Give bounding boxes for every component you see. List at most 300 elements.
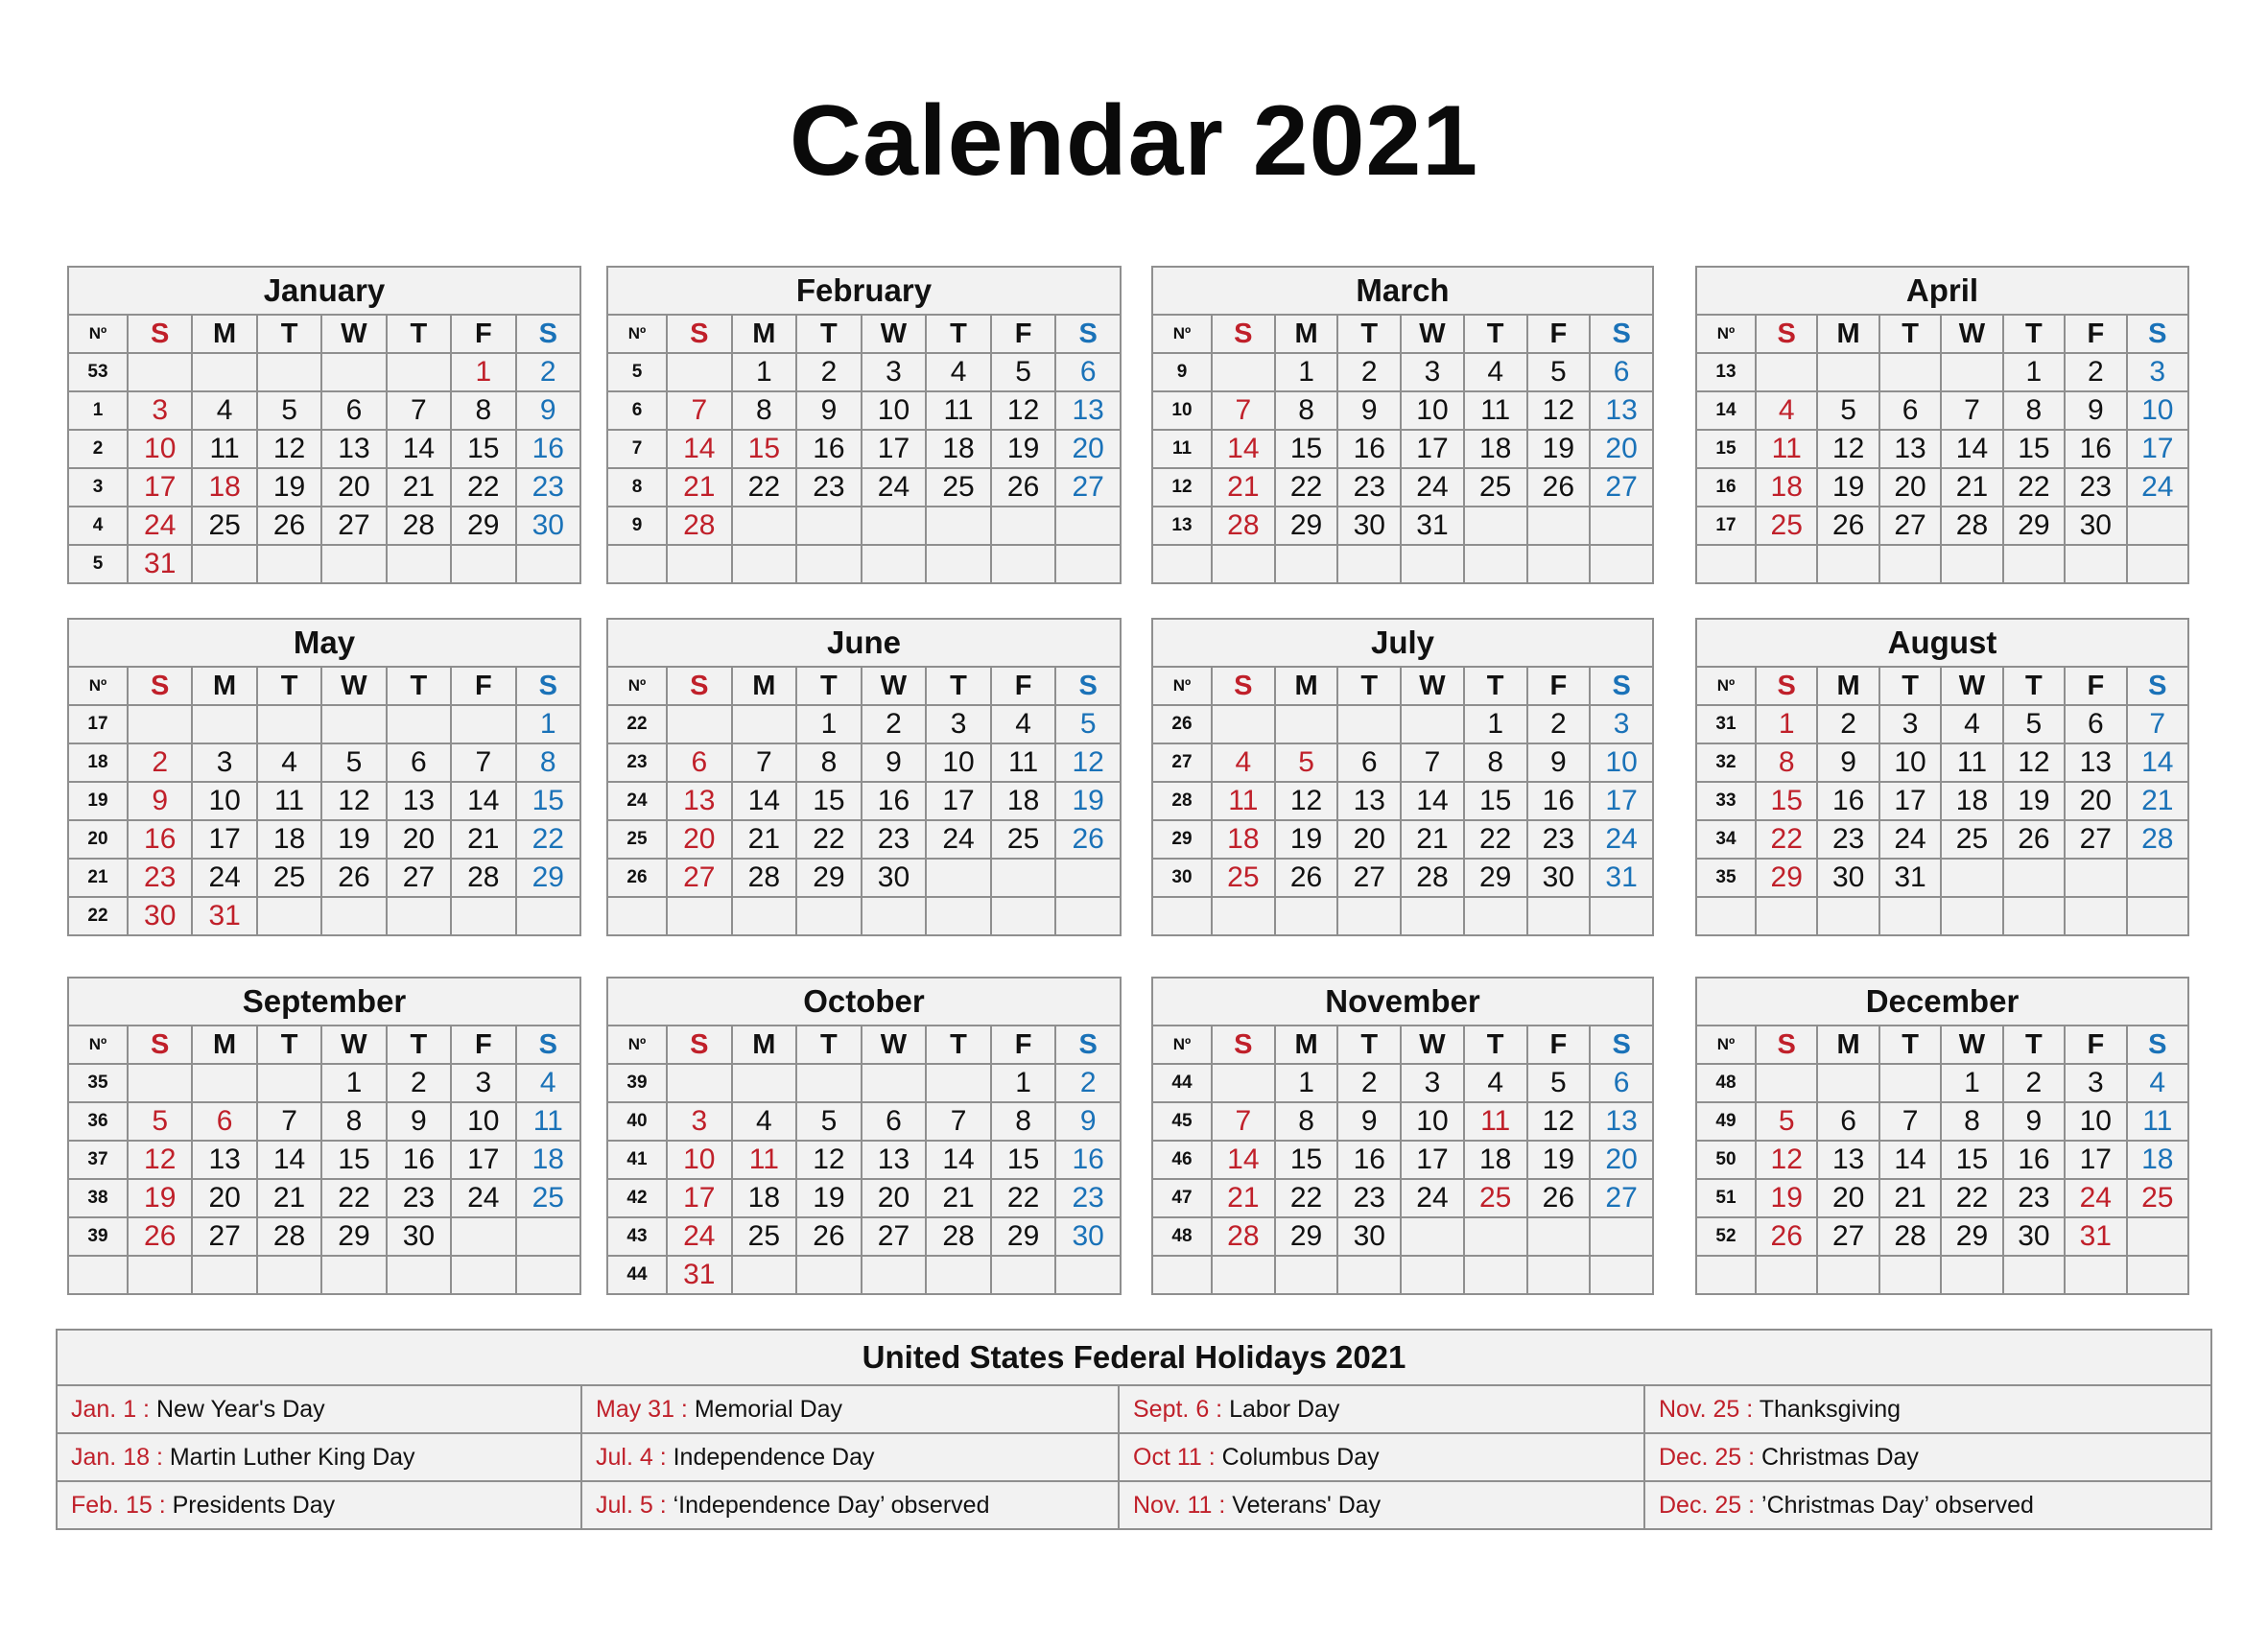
day-cell: 3 xyxy=(667,1102,732,1141)
day-cell: 4 xyxy=(1212,743,1275,782)
day-cell: 4 xyxy=(516,1064,580,1102)
day-cell: 17 xyxy=(2127,430,2188,468)
day-cell: 18 xyxy=(1464,430,1527,468)
empty-cell xyxy=(1464,1256,1527,1294)
day-cell: 31 xyxy=(1401,507,1464,545)
weekday-header: T xyxy=(387,315,451,353)
weekday-header: T xyxy=(1879,667,1941,705)
day-cell: 16 xyxy=(862,782,927,820)
day-cell: 27 xyxy=(1879,507,1941,545)
weekday-header: W xyxy=(321,1026,386,1064)
day-cell: 20 xyxy=(1817,1179,1878,1217)
empty-cell xyxy=(1055,897,1121,935)
week-number: 13 xyxy=(1696,353,1756,391)
holiday-date: Dec. 25 : xyxy=(1659,1491,1756,1519)
week-number: 23 xyxy=(607,743,667,782)
day-cell: 12 xyxy=(321,782,386,820)
day-cell: 15 xyxy=(2003,430,2065,468)
holidays-panel xyxy=(56,1329,2210,1530)
empty-cell xyxy=(451,705,515,743)
week-number: 24 xyxy=(607,782,667,820)
day-cell: 25 xyxy=(2127,1179,2188,1217)
day-cell: 16 xyxy=(1055,1141,1121,1179)
day-cell: 5 xyxy=(991,353,1056,391)
week-number-header: Nº xyxy=(1696,315,1756,353)
day-cell: 5 xyxy=(1527,1064,1591,1102)
day-cell: 31 xyxy=(128,545,192,583)
weekday-header: M xyxy=(1275,315,1338,353)
day-cell: 18 xyxy=(1941,782,2002,820)
day-cell: 14 xyxy=(732,782,797,820)
month-march xyxy=(1151,266,1654,584)
empty-cell xyxy=(926,897,991,935)
week-number: 45 xyxy=(1152,1102,1212,1141)
empty-cell xyxy=(926,1064,991,1102)
day-cell: 15 xyxy=(516,782,580,820)
day-cell: 12 xyxy=(2003,743,2065,782)
day-cell: 7 xyxy=(451,743,515,782)
day-cell: 21 xyxy=(451,820,515,859)
empty-cell xyxy=(2127,897,2188,935)
day-cell: 19 xyxy=(321,820,386,859)
day-cell: 5 xyxy=(796,1102,862,1141)
weekday-header: F xyxy=(991,1026,1056,1064)
empty-cell xyxy=(1337,1256,1401,1294)
day-cell: 7 xyxy=(2127,705,2188,743)
empty-cell xyxy=(1527,507,1591,545)
empty-cell xyxy=(128,1064,192,1102)
day-cell: 19 xyxy=(2003,782,2065,820)
day-cell: 1 xyxy=(1756,705,1817,743)
day-cell: 7 xyxy=(257,1102,321,1141)
day-cell: 23 xyxy=(862,820,927,859)
day-cell: 27 xyxy=(192,1217,256,1256)
empty-cell xyxy=(451,1256,515,1294)
day-cell: 13 xyxy=(1055,391,1121,430)
day-cell: 10 xyxy=(862,391,927,430)
empty-cell xyxy=(926,1256,991,1294)
holiday-name: Veterans' Day xyxy=(1232,1491,1382,1519)
week-number: 4 xyxy=(68,507,128,545)
day-cell: 21 xyxy=(1212,468,1275,507)
empty-cell xyxy=(926,859,991,897)
day-cell: 8 xyxy=(516,743,580,782)
holiday-row xyxy=(57,1433,2211,1481)
weekday-header: M xyxy=(192,1026,256,1064)
day-cell: 20 xyxy=(1879,468,1941,507)
weekday-header: T xyxy=(257,1026,321,1064)
day-cell: 20 xyxy=(1337,820,1401,859)
day-cell: 18 xyxy=(2127,1141,2188,1179)
day-cell: 11 xyxy=(257,782,321,820)
day-cell: 24 xyxy=(2065,1179,2126,1217)
empty-cell xyxy=(1817,1064,1878,1102)
weekday-header: S xyxy=(1756,1026,1817,1064)
day-cell: 19 xyxy=(1756,1179,1817,1217)
holiday-date: Jul. 5 : xyxy=(596,1491,667,1519)
day-cell: 7 xyxy=(1212,1102,1275,1141)
weekday-header: M xyxy=(1817,667,1878,705)
empty-cell xyxy=(128,353,192,391)
empty-cell xyxy=(1055,859,1121,897)
day-cell: 5 xyxy=(1055,705,1121,743)
day-cell: 27 xyxy=(1817,1217,1878,1256)
weekday-header: W xyxy=(321,667,386,705)
day-cell: 5 xyxy=(257,391,321,430)
weekday-header: W xyxy=(862,667,927,705)
day-cell: 28 xyxy=(732,859,797,897)
holiday-date: May 31 : xyxy=(596,1395,688,1423)
empty-cell xyxy=(257,353,321,391)
day-cell: 2 xyxy=(2003,1064,2065,1102)
empty-cell xyxy=(387,897,451,935)
holiday-entry xyxy=(57,1385,581,1433)
day-cell: 9 xyxy=(387,1102,451,1141)
empty-cell xyxy=(1212,545,1275,583)
empty-cell xyxy=(1527,1217,1591,1256)
day-cell: 17 xyxy=(926,782,991,820)
day-cell: 25 xyxy=(516,1179,580,1217)
day-cell: 25 xyxy=(257,859,321,897)
day-cell: 21 xyxy=(926,1179,991,1217)
week-number: 38 xyxy=(68,1179,128,1217)
day-cell: 28 xyxy=(1212,1217,1275,1256)
week-number-header: Nº xyxy=(1696,1026,1756,1064)
day-cell: 19 xyxy=(1527,430,1591,468)
week-number xyxy=(607,545,667,583)
week-number: 31 xyxy=(1696,705,1756,743)
holiday-entry xyxy=(1644,1385,2211,1433)
day-cell: 29 xyxy=(1756,859,1817,897)
day-cell: 26 xyxy=(991,468,1056,507)
weekday-header: T xyxy=(796,315,862,353)
day-cell: 11 xyxy=(1212,782,1275,820)
day-cell: 24 xyxy=(192,859,256,897)
empty-cell xyxy=(321,897,386,935)
day-cell: 17 xyxy=(2065,1141,2126,1179)
day-cell: 7 xyxy=(926,1102,991,1141)
day-cell: 10 xyxy=(2127,391,2188,430)
holiday-date: Feb. 15 : xyxy=(71,1491,166,1519)
weekday-header: S xyxy=(128,667,192,705)
empty-cell xyxy=(1879,897,1941,935)
empty-cell xyxy=(991,897,1056,935)
weekday-header: M xyxy=(732,315,797,353)
weekday-header: F xyxy=(2065,667,2126,705)
empty-cell xyxy=(862,1064,927,1102)
week-number: 50 xyxy=(1696,1141,1756,1179)
day-cell: 29 xyxy=(796,859,862,897)
empty-cell xyxy=(1879,1064,1941,1102)
day-cell: 18 xyxy=(257,820,321,859)
day-cell: 24 xyxy=(128,507,192,545)
day-cell: 22 xyxy=(991,1179,1056,1217)
day-cell: 9 xyxy=(862,743,927,782)
week-number: 7 xyxy=(607,430,667,468)
day-cell: 21 xyxy=(257,1179,321,1217)
empty-cell xyxy=(387,353,451,391)
week-number: 9 xyxy=(1152,353,1212,391)
day-cell: 13 xyxy=(667,782,732,820)
empty-cell xyxy=(1941,859,2002,897)
day-cell: 9 xyxy=(128,782,192,820)
day-cell: 18 xyxy=(926,430,991,468)
empty-cell xyxy=(2065,1256,2126,1294)
day-cell: 18 xyxy=(732,1179,797,1217)
week-number: 35 xyxy=(68,1064,128,1102)
empty-cell xyxy=(1401,1256,1464,1294)
day-cell: 15 xyxy=(796,782,862,820)
day-cell: 28 xyxy=(1212,507,1275,545)
weekday-header: T xyxy=(1337,315,1401,353)
day-cell: 12 xyxy=(128,1141,192,1179)
empty-cell xyxy=(2065,859,2126,897)
weekday-header: S xyxy=(1055,667,1121,705)
day-cell: 21 xyxy=(1212,1179,1275,1217)
empty-cell xyxy=(516,897,580,935)
day-cell: 26 xyxy=(257,507,321,545)
day-cell: 15 xyxy=(1275,430,1338,468)
day-cell: 12 xyxy=(1817,430,1878,468)
weekday-header: S xyxy=(1756,315,1817,353)
day-cell: 28 xyxy=(926,1217,991,1256)
week-number: 5 xyxy=(68,545,128,583)
day-cell: 17 xyxy=(667,1179,732,1217)
day-cell: 23 xyxy=(1337,1179,1401,1217)
week-number xyxy=(68,1256,128,1294)
weekday-header: W xyxy=(1401,1026,1464,1064)
day-cell: 8 xyxy=(1275,391,1338,430)
day-cell: 4 xyxy=(1464,1064,1527,1102)
weekday-header: T xyxy=(2003,315,2065,353)
day-cell: 23 xyxy=(516,468,580,507)
day-cell: 8 xyxy=(1941,1102,2002,1141)
day-cell: 19 xyxy=(128,1179,192,1217)
week-number: 12 xyxy=(1152,468,1212,507)
empty-cell xyxy=(796,507,862,545)
day-cell: 25 xyxy=(732,1217,797,1256)
day-cell: 2 xyxy=(1527,705,1591,743)
day-cell: 5 xyxy=(128,1102,192,1141)
empty-cell xyxy=(667,353,732,391)
week-number: 1 xyxy=(68,391,128,430)
empty-cell xyxy=(387,705,451,743)
day-cell: 13 xyxy=(1817,1141,1878,1179)
empty-cell xyxy=(926,507,991,545)
day-cell: 19 xyxy=(1275,820,1338,859)
holiday-date: Jan. 1 : xyxy=(71,1395,150,1423)
holidays-table xyxy=(56,1329,2212,1530)
day-cell: 25 xyxy=(1464,468,1527,507)
weekday-header: T xyxy=(1879,315,1941,353)
weekday-header: S xyxy=(1590,1026,1653,1064)
day-cell: 28 xyxy=(1879,1217,1941,1256)
weekday-header: S xyxy=(1055,315,1121,353)
day-cell: 16 xyxy=(1337,430,1401,468)
day-cell: 29 xyxy=(321,1217,386,1256)
empty-cell xyxy=(1527,1256,1591,1294)
empty-cell xyxy=(1817,897,1878,935)
day-cell: 4 xyxy=(1941,705,2002,743)
day-cell: 10 xyxy=(1401,391,1464,430)
day-cell: 14 xyxy=(926,1141,991,1179)
day-cell: 18 xyxy=(1756,468,1817,507)
day-cell: 13 xyxy=(2065,743,2126,782)
day-cell: 8 xyxy=(321,1102,386,1141)
day-cell: 16 xyxy=(516,430,580,468)
week-number-header: Nº xyxy=(1152,667,1212,705)
day-cell: 21 xyxy=(387,468,451,507)
week-number: 48 xyxy=(1152,1217,1212,1256)
day-cell: 11 xyxy=(732,1141,797,1179)
empty-cell xyxy=(1941,1256,2002,1294)
day-cell: 11 xyxy=(1464,391,1527,430)
empty-cell xyxy=(2003,1256,2065,1294)
empty-cell xyxy=(2127,507,2188,545)
day-cell: 27 xyxy=(667,859,732,897)
empty-cell xyxy=(192,1064,256,1102)
day-cell: 3 xyxy=(1590,705,1653,743)
day-cell: 22 xyxy=(451,468,515,507)
day-cell: 14 xyxy=(1941,430,2002,468)
month-july xyxy=(1151,618,1654,936)
day-cell: 24 xyxy=(2127,468,2188,507)
day-cell: 14 xyxy=(1401,782,1464,820)
day-cell: 27 xyxy=(1337,859,1401,897)
day-cell: 10 xyxy=(1590,743,1653,782)
day-cell: 6 xyxy=(1817,1102,1878,1141)
weekday-header: S xyxy=(667,1026,732,1064)
day-cell: 25 xyxy=(926,468,991,507)
day-cell: 2 xyxy=(128,743,192,782)
day-cell: 21 xyxy=(1941,468,2002,507)
day-cell: 26 xyxy=(2003,820,2065,859)
week-number: 44 xyxy=(607,1256,667,1294)
week-number: 35 xyxy=(1696,859,1756,897)
day-cell: 25 xyxy=(1941,820,2002,859)
empty-cell xyxy=(1337,705,1401,743)
week-number: 17 xyxy=(68,705,128,743)
week-number xyxy=(1152,545,1212,583)
week-number: 10 xyxy=(1152,391,1212,430)
month-june xyxy=(606,618,1122,936)
empty-cell xyxy=(1941,897,2002,935)
day-cell: 15 xyxy=(1275,1141,1338,1179)
day-cell: 23 xyxy=(796,468,862,507)
day-cell: 30 xyxy=(1527,859,1591,897)
weekday-header: S xyxy=(2127,315,2188,353)
day-cell: 24 xyxy=(926,820,991,859)
week-number: 19 xyxy=(68,782,128,820)
week-number xyxy=(1152,897,1212,935)
holiday-entry xyxy=(1119,1433,1644,1481)
day-cell: 22 xyxy=(516,820,580,859)
week-number: 13 xyxy=(1152,507,1212,545)
day-cell: 16 xyxy=(796,430,862,468)
day-cell: 29 xyxy=(2003,507,2065,545)
day-cell: 15 xyxy=(732,430,797,468)
week-number: 29 xyxy=(1152,820,1212,859)
weekday-header: W xyxy=(862,315,927,353)
empty-cell xyxy=(1879,545,1941,583)
week-number: 49 xyxy=(1696,1102,1756,1141)
weekday-header: M xyxy=(1275,667,1338,705)
day-cell: 7 xyxy=(732,743,797,782)
week-number: 48 xyxy=(1696,1064,1756,1102)
day-cell: 14 xyxy=(1879,1141,1941,1179)
day-cell: 29 xyxy=(516,859,580,897)
day-cell: 1 xyxy=(732,353,797,391)
holiday-entry xyxy=(57,1481,581,1529)
empty-cell xyxy=(1756,545,1817,583)
week-number: 53 xyxy=(68,353,128,391)
day-cell: 19 xyxy=(1817,468,1878,507)
day-cell: 24 xyxy=(667,1217,732,1256)
weekday-header: S xyxy=(1590,315,1653,353)
month-november xyxy=(1151,977,1654,1295)
day-cell: 6 xyxy=(1590,1064,1653,1102)
holiday-entry xyxy=(1119,1481,1644,1529)
day-cell: 23 xyxy=(1337,468,1401,507)
holiday-name: Labor Day xyxy=(1229,1395,1340,1423)
day-cell: 20 xyxy=(192,1179,256,1217)
empty-cell xyxy=(1401,897,1464,935)
empty-cell xyxy=(2127,545,2188,583)
holiday-row xyxy=(57,1481,2211,1529)
weekday-header: S xyxy=(1055,1026,1121,1064)
page-title: Calendar 2021 xyxy=(789,85,1479,197)
weekday-header: T xyxy=(1879,1026,1941,1064)
holiday-name: Christmas Day xyxy=(1761,1443,1919,1471)
day-cell: 12 xyxy=(796,1141,862,1179)
day-cell: 4 xyxy=(991,705,1056,743)
day-cell: 9 xyxy=(2003,1102,2065,1141)
empty-cell xyxy=(732,1064,797,1102)
day-cell: 3 xyxy=(2127,353,2188,391)
holidays-title: United States Federal Holidays 2021 xyxy=(57,1330,2211,1385)
day-cell: 10 xyxy=(2065,1102,2126,1141)
day-cell: 29 xyxy=(991,1217,1056,1256)
week-number xyxy=(1152,1256,1212,1294)
day-cell: 21 xyxy=(667,468,732,507)
week-number: 40 xyxy=(607,1102,667,1141)
empty-cell xyxy=(1212,1256,1275,1294)
holiday-name: Thanksgiving xyxy=(1759,1395,1902,1423)
day-cell: 10 xyxy=(1401,1102,1464,1141)
holiday-entry xyxy=(1644,1433,2211,1481)
week-number-header: Nº xyxy=(607,315,667,353)
day-cell: 9 xyxy=(516,391,580,430)
holiday-name: New Year's Day xyxy=(155,1395,325,1423)
empty-cell xyxy=(1590,507,1653,545)
empty-cell xyxy=(1756,353,1817,391)
day-cell: 30 xyxy=(1817,859,1878,897)
week-number: 17 xyxy=(1696,507,1756,545)
holiday-entry xyxy=(1119,1385,1644,1433)
day-cell: 24 xyxy=(862,468,927,507)
day-cell: 1 xyxy=(321,1064,386,1102)
day-cell: 22 xyxy=(1275,468,1338,507)
day-cell: 27 xyxy=(1055,468,1121,507)
day-cell: 8 xyxy=(1756,743,1817,782)
day-cell: 10 xyxy=(128,430,192,468)
day-cell: 1 xyxy=(991,1064,1056,1102)
weekday-header: M xyxy=(1275,1026,1338,1064)
empty-cell xyxy=(1756,897,1817,935)
day-cell: 8 xyxy=(732,391,797,430)
weekday-header: S xyxy=(516,1026,580,1064)
empty-cell xyxy=(991,1256,1056,1294)
